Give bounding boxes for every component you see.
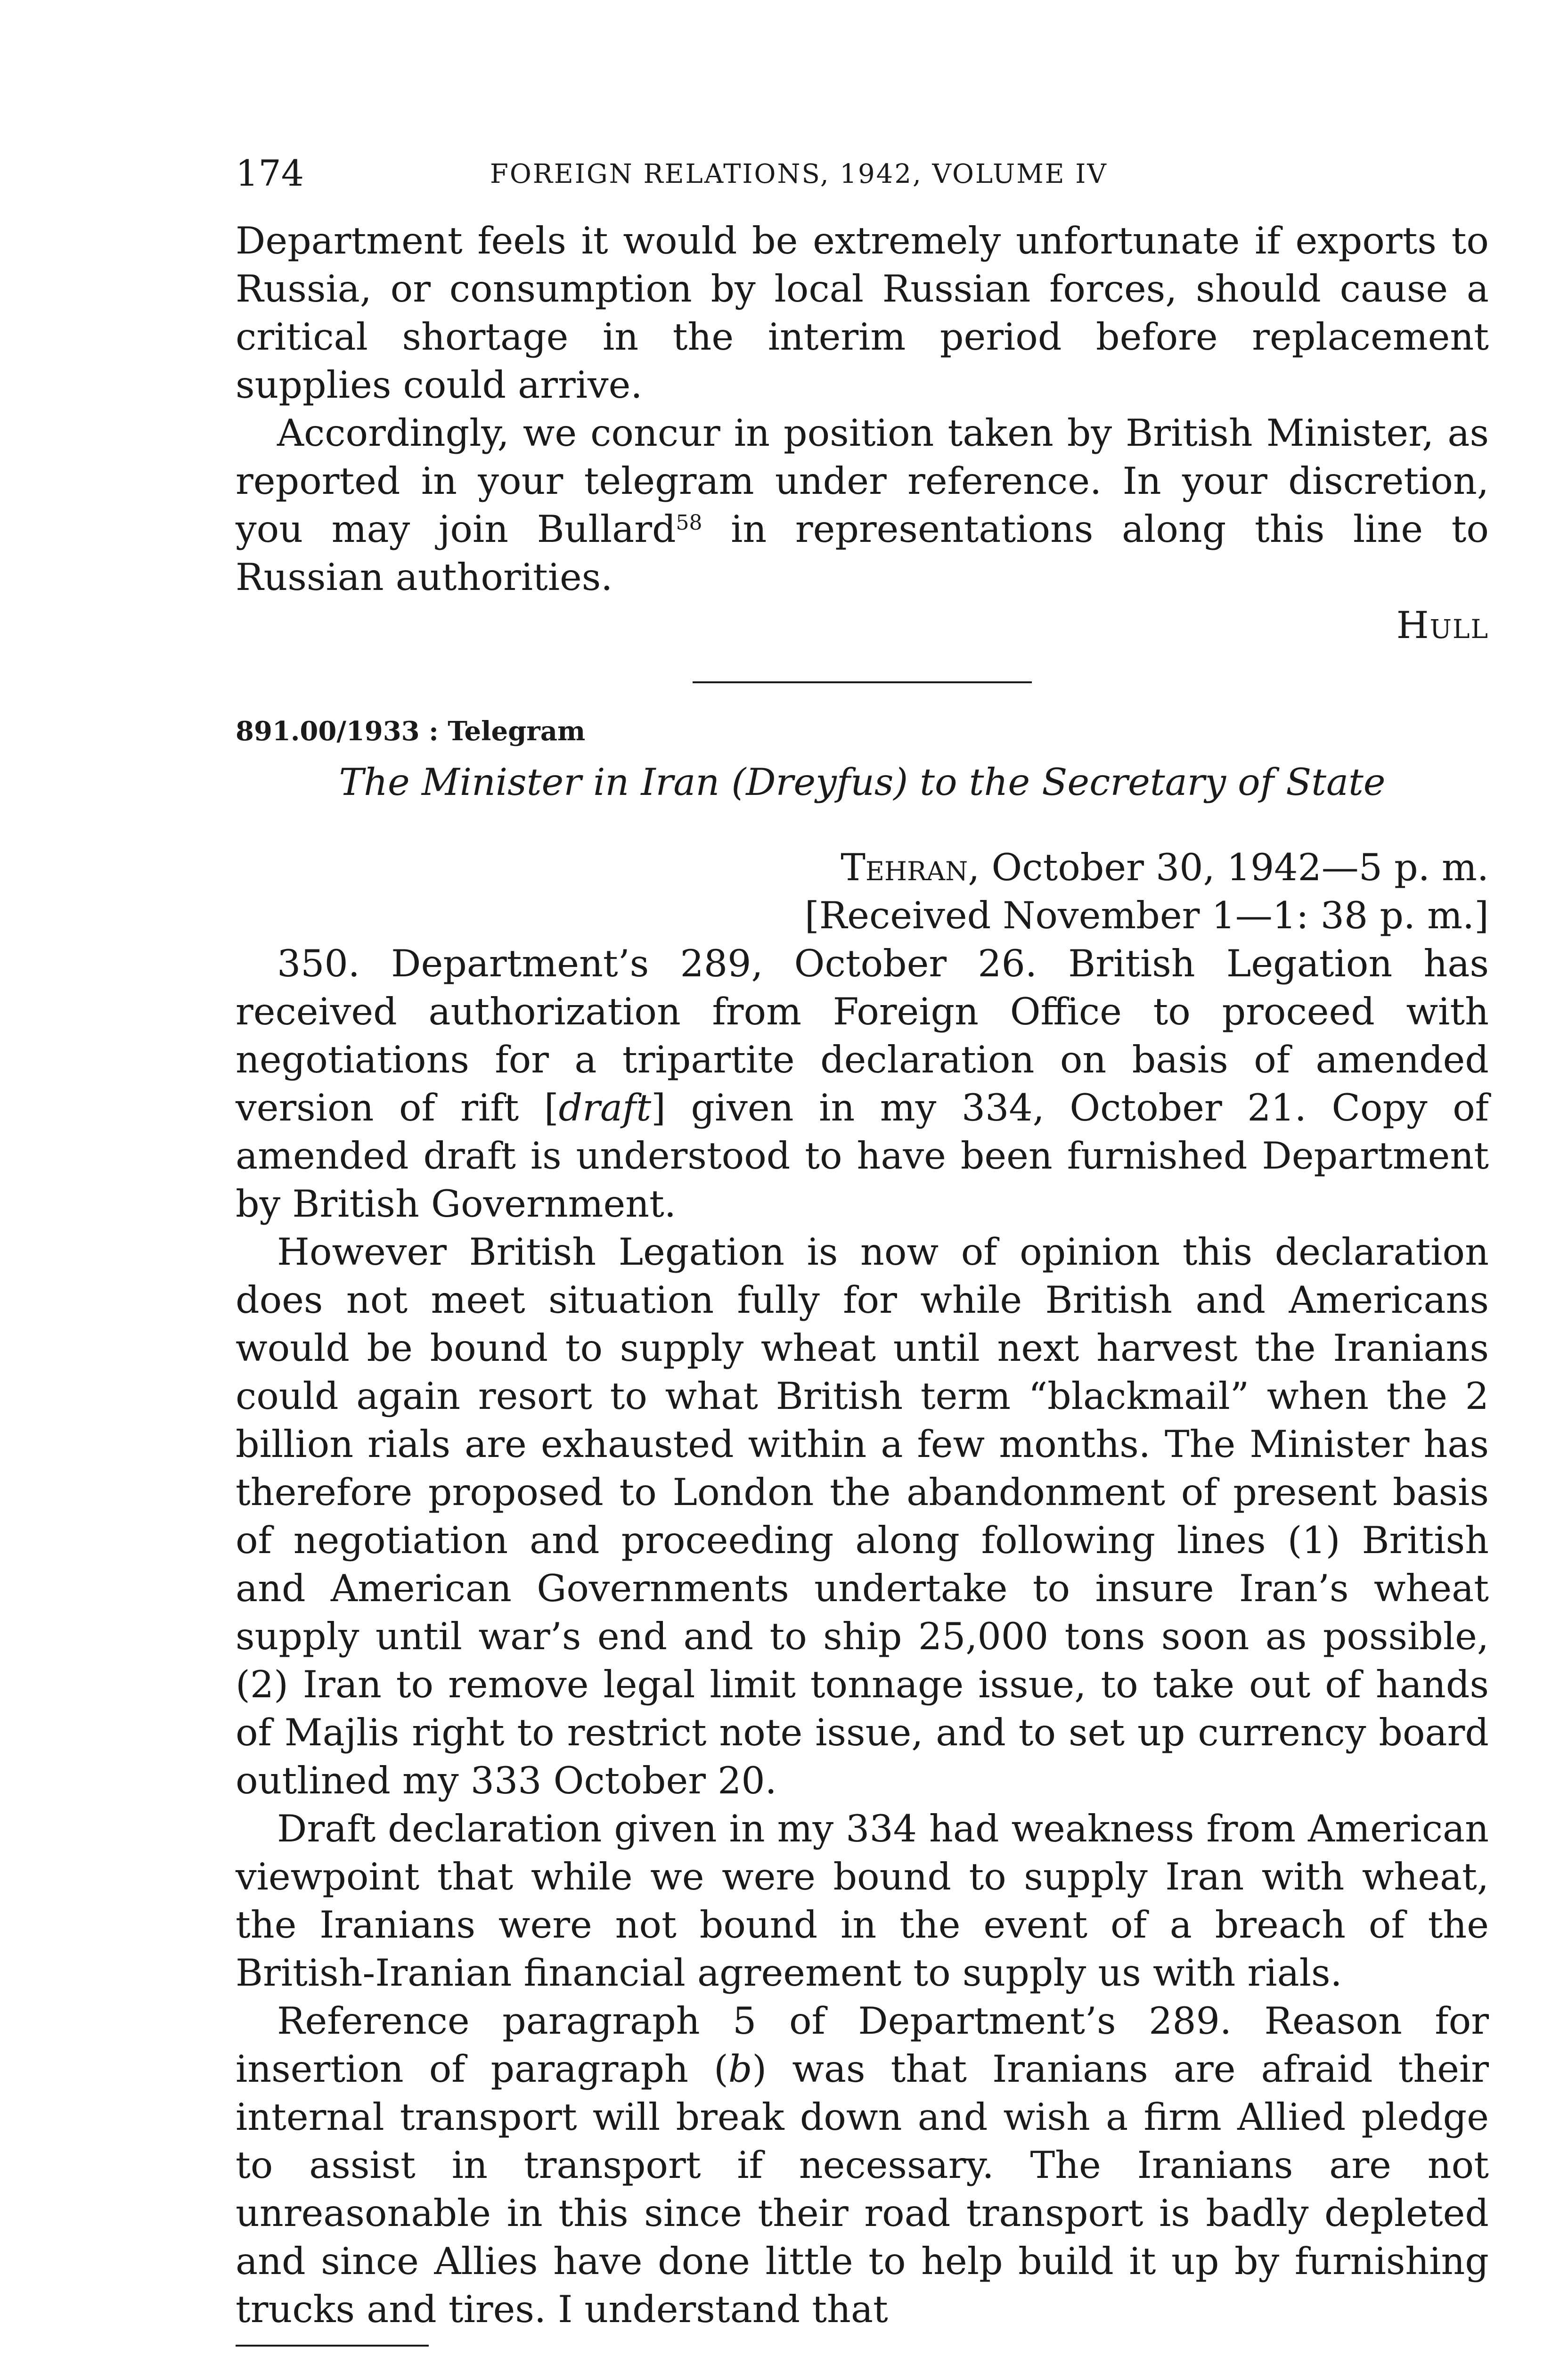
paragraph-3 bbox=[236, 940, 1489, 1228]
paragraph-4: However British Legation is now of opinion this declaration does not meet situation fully for while British and Americans would be bound to supply wheat until next harvest the Iranians could again resort to what British term “blackmail” when the 2 billion rials are exhausted within a few months. The Minister has therefore proposed to London the abandonment of present basis of negotiation and proceeding along following lines (1) British and American Governments undertake to insure Iran’s wheat supply until war’s end and to ship 25,000 tons soon as possible, (2) Iran to remove legal limit tonnage issue, to take out of hands of Majlis right to restrict note issue, and to set up currency board outlined my 333 October 20. bbox=[236, 1230, 1489, 1802]
paragraph-6 bbox=[236, 1997, 1489, 2333]
dateline-date: October 30, 1942—5 p. m. bbox=[980, 846, 1489, 889]
dateline-place: Tehran, bbox=[841, 846, 980, 889]
signature: Hull bbox=[1396, 604, 1489, 647]
document-page bbox=[236, 152, 1489, 2356]
footnote-reference: 58 bbox=[676, 511, 702, 535]
paragraph-6-text-cont: ) was that Iranians are afraid their internal transport will break down and wish a firm Allied pledge to assist in transport if necessary. The Iranians are not unreasonable in this since their road transport is badly depleted and since Allies have done little to help build it up by furnishing trucks and tires. I understand that bbox=[236, 2047, 1489, 2331]
paragraph-2-text-cont: in representations along this line to Russian authorities. bbox=[236, 507, 1489, 599]
page-number: 174 bbox=[236, 152, 304, 194]
paragraph-2-text: Accordingly, we concur in position taken by British Minister, as reported in your telegram under reference. In your discretion, you may join Bullard bbox=[236, 411, 1489, 551]
running-head bbox=[236, 152, 1489, 217]
document-title: The Minister in Iran (Dreyfus) to the Secretary of State bbox=[339, 761, 1386, 804]
paragraph-3-text-cont: ] given in my 334, October 21. Copy of amended draft is understood to have been furnished Department by British Government. bbox=[236, 1086, 1489, 1226]
dateline bbox=[236, 843, 1489, 892]
paragraph-2 bbox=[236, 409, 1489, 601]
paragraph-1: Department feels it would be extremely unfortunate if exports to Russia, or consumption by local Russian forces, should cause a critical shortage in the interim period before replacement supplies could arrive. bbox=[236, 219, 1489, 407]
paragraph-3-text: 350. Department’s 289, October 26. British Legation has received authorization from Foreign Office to proceed with negotiations for a tripartite declaration on basis of amended version of rift [ bbox=[236, 942, 1489, 1129]
paragraph-6-text: Reference paragraph 5 of Department’s 289. Reason for insertion of paragraph ( bbox=[236, 1999, 1489, 2091]
file-reference: 891.00/1933 : Telegram bbox=[236, 716, 586, 747]
paragraph-3-italic: draft bbox=[558, 1086, 652, 1129]
running-title: FOREIGN RELATIONS, 1942, VOLUME IV bbox=[490, 159, 1108, 189]
received-line: [Received November 1—1: 38 p. m.] bbox=[804, 894, 1489, 937]
footnote-divider bbox=[236, 2345, 429, 2347]
paragraph-5: Draft declaration given in my 334 had weakness from American viewpoint that while we were bound to supply Iran with wheat, the Iranians were not bound in the event of a breach of the British-Iranian financial agreement to supply us with rials. bbox=[236, 1807, 1489, 1995]
section-divider bbox=[693, 681, 1032, 683]
paragraph-6-italic: b bbox=[728, 2047, 752, 2091]
